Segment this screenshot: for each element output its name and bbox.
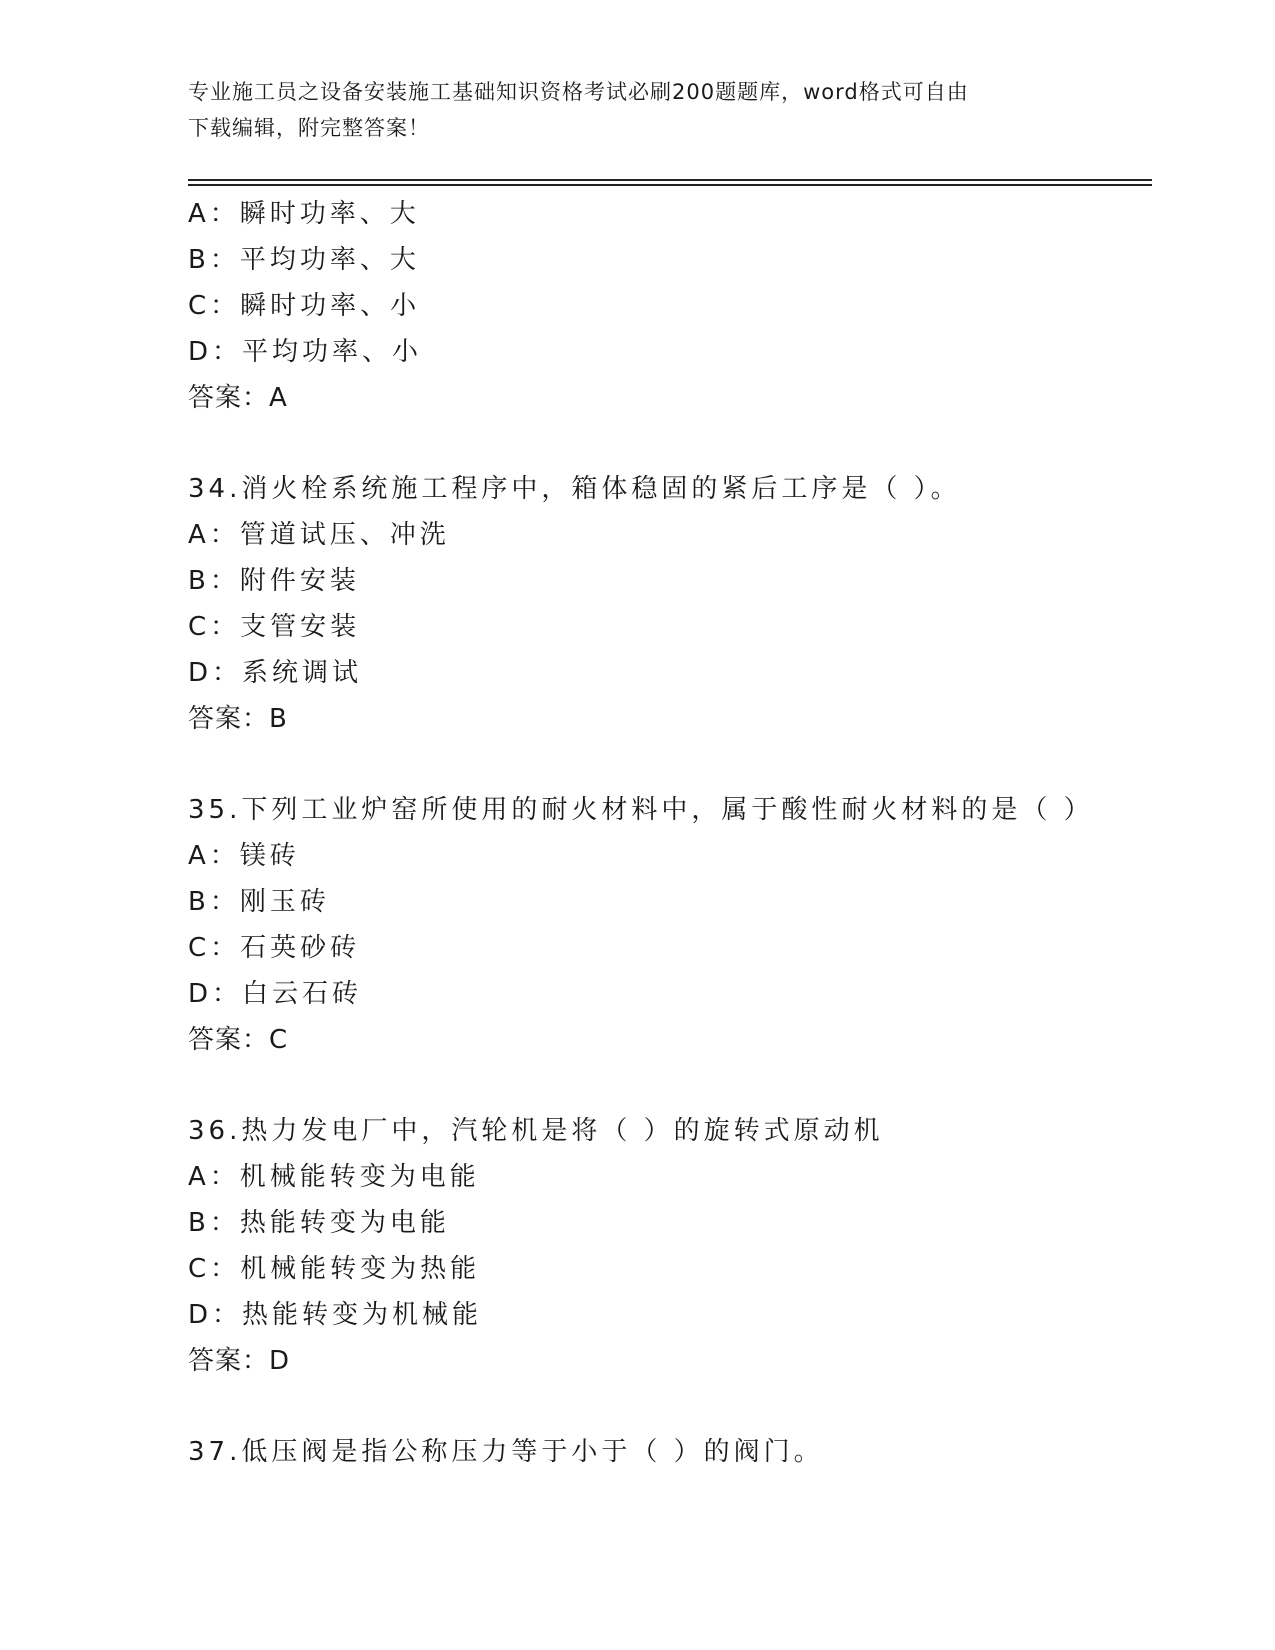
header-line-1: 专业施工员之设备安装施工基础知识资格考试必刷200题题库，word格式可自由 bbox=[188, 80, 969, 104]
option-c: C：机械能转变为热能 bbox=[188, 1254, 481, 1284]
option-d: D：白云石砖 bbox=[188, 979, 363, 1009]
option-b: B：附件安装 bbox=[188, 566, 360, 596]
option-a: A：镁砖 bbox=[188, 841, 300, 871]
answer-line: 答案：D bbox=[188, 1346, 291, 1376]
question-block-37 bbox=[188, 1429, 1148, 1475]
question-list bbox=[188, 191, 1148, 1475]
answer-line: 答案：B bbox=[188, 704, 288, 734]
header-line-2: 下载编辑，附完整答案！ bbox=[188, 116, 430, 140]
question-block-34 bbox=[188, 466, 1148, 742]
option-d: D：热能转变为机械能 bbox=[188, 1300, 483, 1330]
option-a: A：瞬时功率、大 bbox=[188, 199, 420, 229]
question-block-33 bbox=[188, 191, 1148, 421]
option-d: D：系统调试 bbox=[188, 658, 363, 688]
answer-line: 答案：C bbox=[188, 1025, 289, 1055]
option-b: B：平均功率、大 bbox=[188, 245, 420, 275]
question-stem: 34.消火栓系统施工程序中，箱体稳固的紧后工序是（ ）。 bbox=[188, 474, 961, 504]
question-block-35 bbox=[188, 787, 1148, 1063]
question-block-36 bbox=[188, 1108, 1148, 1384]
question-stem: 36.热力发电厂中，汽轮机是将（ ）的旋转式原动机 bbox=[188, 1116, 884, 1146]
header-divider-top bbox=[188, 179, 1152, 181]
question-stem: 37.低压阀是指公称压力等于小于（ ）的阀门。 bbox=[188, 1437, 824, 1467]
answer-line: 答案：A bbox=[188, 383, 288, 413]
option-c: C：石英砂砖 bbox=[188, 933, 361, 963]
option-b: B：刚玉砖 bbox=[188, 887, 330, 917]
option-b: B：热能转变为电能 bbox=[188, 1208, 450, 1238]
option-c: C：瞬时功率、小 bbox=[188, 291, 421, 321]
option-a: A：管道试压、冲洗 bbox=[188, 520, 450, 550]
option-d: D：平均功率、小 bbox=[188, 337, 423, 367]
document-header bbox=[188, 74, 1088, 146]
option-c: C：支管安装 bbox=[188, 612, 361, 642]
question-stem: 35.下列工业炉窑所使用的耐火材料中，属于酸性耐火材料的是（ ） bbox=[188, 795, 1094, 825]
option-a: A：机械能转变为电能 bbox=[188, 1162, 480, 1192]
header-divider-bottom bbox=[188, 184, 1152, 186]
